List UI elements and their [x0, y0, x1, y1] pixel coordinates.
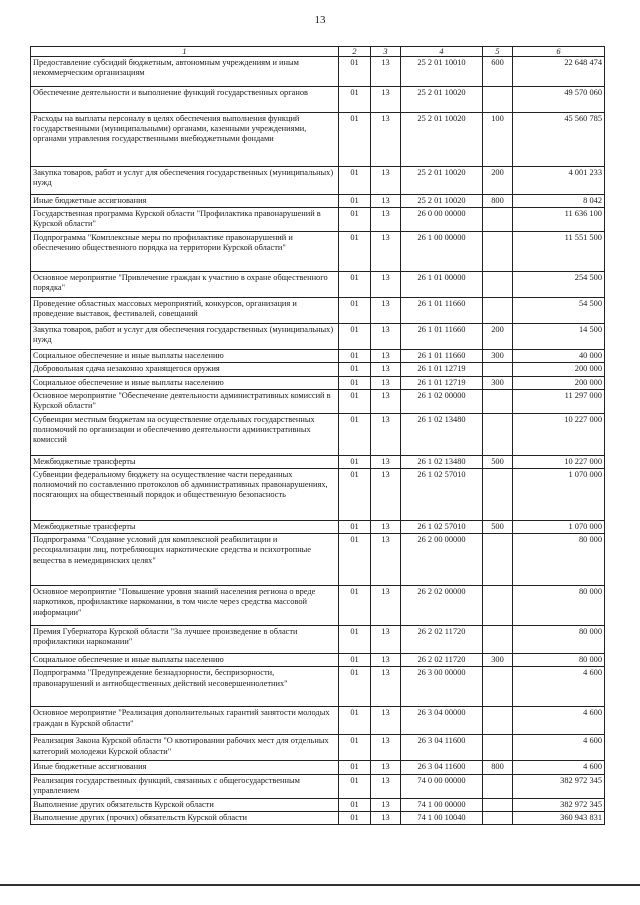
row-section: 01: [339, 363, 371, 376]
row-target-article: 26 1 02 57010: [401, 469, 483, 521]
row-subsection: 13: [371, 363, 401, 376]
row-section: 01: [339, 455, 371, 468]
row-name: Предоставление субсидий бюджетным, автономным учреждениям и иным некоммерческим организациям: [31, 57, 339, 87]
row-name: Основное мероприятие "Реализация дополнительных гарантий занятости молодых граждан в Курской области": [31, 707, 339, 735]
row-amount: 80 000: [513, 654, 605, 667]
row-subsection: 13: [371, 350, 401, 363]
row-subsection: 13: [371, 735, 401, 761]
row-amount: 382 972 345: [513, 798, 605, 811]
row-amount: 4 600: [513, 667, 605, 707]
row-subsection: 13: [371, 113, 401, 167]
row-section: 01: [339, 798, 371, 811]
row-name: Закупка товаров, работ и услуг для обеспечения государственных (муниципальных) нужд: [31, 324, 339, 350]
row-target-article: 26 3 04 11600: [401, 735, 483, 761]
row-amount: 4 600: [513, 735, 605, 761]
row-amount: 49 570 060: [513, 87, 605, 113]
table-row: [31, 324, 605, 350]
row-expense-type: [483, 272, 513, 298]
row-subsection: 13: [371, 232, 401, 272]
row-section: 01: [339, 167, 371, 195]
row-amount: 14 500: [513, 324, 605, 350]
row-name: Закупка товаров, работ и услуг для обеспечения государственных (муниципальных) нужд: [31, 167, 339, 195]
row-target-article: 26 1 02 13480: [401, 413, 483, 455]
col-header-6: 6: [513, 47, 605, 57]
row-expense-type: 300: [483, 376, 513, 389]
row-subsection: 13: [371, 774, 401, 798]
row-section: 01: [339, 735, 371, 761]
row-subsection: 13: [371, 654, 401, 667]
row-target-article: 25 2 01 10020: [401, 87, 483, 113]
row-subsection: 13: [371, 667, 401, 707]
row-target-article: 25 2 01 10010: [401, 57, 483, 87]
row-name: Выполнение других обязательств Курской области: [31, 798, 339, 811]
row-amount: 4 600: [513, 761, 605, 774]
row-target-article: 25 2 01 10020: [401, 113, 483, 167]
table-row: [31, 586, 605, 626]
row-expense-type: [483, 298, 513, 324]
table-row: [31, 87, 605, 113]
row-name: Государственная программа Курской области "Профилактика правонарушений в Курской области": [31, 208, 339, 232]
table-row: [31, 534, 605, 586]
row-name: Основное мероприятие "Обеспечение деятельности административных комиссий в Курской области": [31, 389, 339, 413]
row-amount: 360 943 831: [513, 811, 605, 824]
row-name: Добровольная сдача незаконно хранящегося оружия: [31, 363, 339, 376]
row-section: 01: [339, 324, 371, 350]
row-amount: 254 500: [513, 272, 605, 298]
row-target-article: 26 1 02 13480: [401, 455, 483, 468]
row-amount: 4 600: [513, 707, 605, 735]
row-section: 01: [339, 232, 371, 272]
col-header-5: 5: [483, 47, 513, 57]
row-subsection: 13: [371, 521, 401, 534]
row-subsection: 13: [371, 208, 401, 232]
table-row: [31, 57, 605, 87]
page-number: 13: [314, 14, 326, 26]
row-subsection: 13: [371, 167, 401, 195]
row-amount: 80 000: [513, 626, 605, 654]
row-section: 01: [339, 298, 371, 324]
row-amount: 200 000: [513, 376, 605, 389]
row-subsection: 13: [371, 376, 401, 389]
row-name: Реализация Закона Курской области "О квотировании рабочих мест для отдельных категорий молодежи Курской области": [31, 735, 339, 761]
row-amount: 45 560 785: [513, 113, 605, 167]
row-expense-type: [483, 798, 513, 811]
row-section: 01: [339, 113, 371, 167]
row-target-article: 26 1 01 11660: [401, 324, 483, 350]
row-amount: 11 297 000: [513, 389, 605, 413]
row-expense-type: [483, 389, 513, 413]
table-row: [31, 232, 605, 272]
row-expense-type: [483, 707, 513, 735]
row-subsection: 13: [371, 761, 401, 774]
row-amount: 10 227 000: [513, 413, 605, 455]
row-target-article: 26 3 04 00000: [401, 707, 483, 735]
row-name: Подпрограмма "Комплексные меры по профилактике правонарушений и обеспечению общественного порядка на территории Курской области": [31, 232, 339, 272]
row-expense-type: 300: [483, 350, 513, 363]
row-target-article: 26 1 01 11660: [401, 298, 483, 324]
row-subsection: 13: [371, 272, 401, 298]
row-amount: 11 551 500: [513, 232, 605, 272]
row-expense-type: [483, 232, 513, 272]
row-target-article: 25 2 01 10020: [401, 195, 483, 208]
row-subsection: 13: [371, 195, 401, 208]
row-target-article: 74 1 00 10040: [401, 811, 483, 824]
row-amount: 10 227 000: [513, 455, 605, 468]
row-section: 01: [339, 586, 371, 626]
row-expense-type: [483, 534, 513, 586]
row-expense-type: [483, 87, 513, 113]
row-name: Расходы на выплаты персоналу в целях обеспечения выполнения функций государственными (муниципальными) органами, казенными учреждениями, органами управления государственными внебюджетными фондами: [31, 113, 339, 167]
row-expense-type: [483, 774, 513, 798]
row-expense-type: [483, 413, 513, 455]
row-expense-type: 500: [483, 455, 513, 468]
row-name: Выполнение других (прочих) обязательств Курской области: [31, 811, 339, 824]
row-subsection: 13: [371, 298, 401, 324]
row-target-article: 26 2 02 00000: [401, 586, 483, 626]
table-row: [31, 208, 605, 232]
table-row: [31, 167, 605, 195]
row-expense-type: [483, 735, 513, 761]
scan-bottom-edge: [0, 884, 640, 886]
column-number-row: [31, 47, 605, 57]
row-name: Обеспечение деятельности и выполнение функций государственных органов: [31, 87, 339, 113]
row-subsection: 13: [371, 455, 401, 468]
col-header-4: 4: [401, 47, 483, 57]
row-amount: 40 000: [513, 350, 605, 363]
row-section: 01: [339, 389, 371, 413]
row-target-article: 74 0 00 00000: [401, 774, 483, 798]
row-expense-type: [483, 811, 513, 824]
row-expense-type: [483, 626, 513, 654]
table-row: [31, 811, 605, 824]
row-section: 01: [339, 774, 371, 798]
row-subsection: 13: [371, 469, 401, 521]
row-name: Межбюджетные трансферты: [31, 455, 339, 468]
row-name: Социальное обеспечение и иные выплаты населению: [31, 654, 339, 667]
row-expense-type: 200: [483, 167, 513, 195]
row-section: 01: [339, 469, 371, 521]
row-section: 01: [339, 57, 371, 87]
row-target-article: 26 1 01 12719: [401, 376, 483, 389]
row-section: 01: [339, 667, 371, 707]
row-target-article: 26 2 02 11720: [401, 654, 483, 667]
table-row: [31, 735, 605, 761]
table-row: [31, 626, 605, 654]
row-section: 01: [339, 707, 371, 735]
row-section: 01: [339, 521, 371, 534]
row-section: 01: [339, 761, 371, 774]
row-target-article: 26 1 01 12719: [401, 363, 483, 376]
table-row: [31, 350, 605, 363]
row-target-article: 26 1 01 11660: [401, 350, 483, 363]
row-amount: 200 000: [513, 363, 605, 376]
row-section: 01: [339, 654, 371, 667]
row-name: Основное мероприятие "Повышение уровня знаний населения региона о вреде наркотиков, профилактике наркомании, в том числе через средства массовой информации": [31, 586, 339, 626]
row-name: Субвенции федеральному бюджету на осуществление части переданных полномочий по составлению протоколов об административных правонарушениях, посягающих на общественный порядок и общественную безопасность: [31, 469, 339, 521]
row-name: Иные бюджетные ассигнования: [31, 761, 339, 774]
table-row: [31, 798, 605, 811]
table-row: [31, 389, 605, 413]
row-target-article: 25 2 01 10020: [401, 167, 483, 195]
row-amount: 54 500: [513, 298, 605, 324]
row-subsection: 13: [371, 534, 401, 586]
table-row: [31, 761, 605, 774]
table-row: [31, 469, 605, 521]
row-section: 01: [339, 534, 371, 586]
row-subsection: 13: [371, 389, 401, 413]
row-amount: 11 636 100: [513, 208, 605, 232]
row-target-article: 74 1 00 00000: [401, 798, 483, 811]
row-expense-type: 100: [483, 113, 513, 167]
row-amount: 1 070 000: [513, 521, 605, 534]
row-target-article: 26 1 00 00000: [401, 232, 483, 272]
budget-table: [30, 46, 605, 825]
col-header-1: 1: [31, 47, 339, 57]
row-expense-type: 600: [483, 57, 513, 87]
row-name: Субвенции местным бюджетам на осуществление отдельных государственных полномочий по организации и обеспечению деятельности административных комиссий: [31, 413, 339, 455]
row-name: Подпрограмма "Создание условий для комплексной реабилитации и ресоциализации лиц, потребляющих наркотические средства и психотропные вещества в немедицинских целях": [31, 534, 339, 586]
table-row: [31, 113, 605, 167]
row-expense-type: 500: [483, 521, 513, 534]
row-section: 01: [339, 272, 371, 298]
row-subsection: 13: [371, 586, 401, 626]
table-row: [31, 363, 605, 376]
row-target-article: 26 3 04 11600: [401, 761, 483, 774]
row-subsection: 13: [371, 324, 401, 350]
row-name: Премия Губернатора Курской области "За лучшее произведение в области профилактики наркомании": [31, 626, 339, 654]
row-subsection: 13: [371, 798, 401, 811]
table-row: [31, 774, 605, 798]
row-section: 01: [339, 208, 371, 232]
row-target-article: 26 2 02 11720: [401, 626, 483, 654]
row-target-article: 26 0 00 00000: [401, 208, 483, 232]
row-name: Реализация государственных функций, связанных с общегосударственным управлением: [31, 774, 339, 798]
row-section: 01: [339, 350, 371, 363]
row-name: Иные бюджетные ассигнования: [31, 195, 339, 208]
row-target-article: 26 2 00 00000: [401, 534, 483, 586]
row-subsection: 13: [371, 626, 401, 654]
table-row: [31, 455, 605, 468]
row-section: 01: [339, 195, 371, 208]
col-header-2: 2: [339, 47, 371, 57]
row-amount: 80 000: [513, 534, 605, 586]
table-row: [31, 667, 605, 707]
row-section: 01: [339, 87, 371, 113]
row-subsection: 13: [371, 413, 401, 455]
row-expense-type: [483, 586, 513, 626]
row-target-article: 26 1 02 57010: [401, 521, 483, 534]
row-expense-type: 800: [483, 195, 513, 208]
row-amount: 1 070 000: [513, 469, 605, 521]
row-subsection: 13: [371, 811, 401, 824]
row-name: Социальное обеспечение и иные выплаты населению: [31, 376, 339, 389]
row-amount: 4 001 233: [513, 167, 605, 195]
row-amount: 382 972 345: [513, 774, 605, 798]
table-row: [31, 521, 605, 534]
row-subsection: 13: [371, 57, 401, 87]
row-section: 01: [339, 376, 371, 389]
table-row: [31, 272, 605, 298]
table-row: [31, 376, 605, 389]
table-row: [31, 413, 605, 455]
table-row: [31, 654, 605, 667]
row-expense-type: [483, 667, 513, 707]
row-amount: 8 042: [513, 195, 605, 208]
row-expense-type: [483, 363, 513, 376]
row-expense-type: [483, 469, 513, 521]
table-row: [31, 707, 605, 735]
row-name: Проведение областных массовых мероприятий, конкурсов, организация и проведение выставок, фестивалей, совещаний: [31, 298, 339, 324]
col-header-3: 3: [371, 47, 401, 57]
row-name: Социальное обеспечение и иные выплаты населению: [31, 350, 339, 363]
row-expense-type: [483, 208, 513, 232]
row-amount: 22 648 474: [513, 57, 605, 87]
row-section: 01: [339, 811, 371, 824]
row-expense-type: 800: [483, 761, 513, 774]
row-expense-type: 200: [483, 324, 513, 350]
row-target-article: 26 1 01 00000: [401, 272, 483, 298]
row-subsection: 13: [371, 87, 401, 113]
table-row: [31, 195, 605, 208]
row-target-article: 26 1 02 00000: [401, 389, 483, 413]
row-section: 01: [339, 413, 371, 455]
row-section: 01: [339, 626, 371, 654]
table-row: [31, 298, 605, 324]
row-target-article: 26 3 00 00000: [401, 667, 483, 707]
row-name: Межбюджетные трансферты: [31, 521, 339, 534]
row-amount: 80 000: [513, 586, 605, 626]
row-expense-type: 300: [483, 654, 513, 667]
row-name: Основное мероприятие "Привлечение граждан к участию в охране общественного порядка": [31, 272, 339, 298]
row-name: Подпрограмма "Предупреждение безнадзорности, беспризорности, правонарушений и антиобщественных действий несовершеннолетних": [31, 667, 339, 707]
row-subsection: 13: [371, 707, 401, 735]
